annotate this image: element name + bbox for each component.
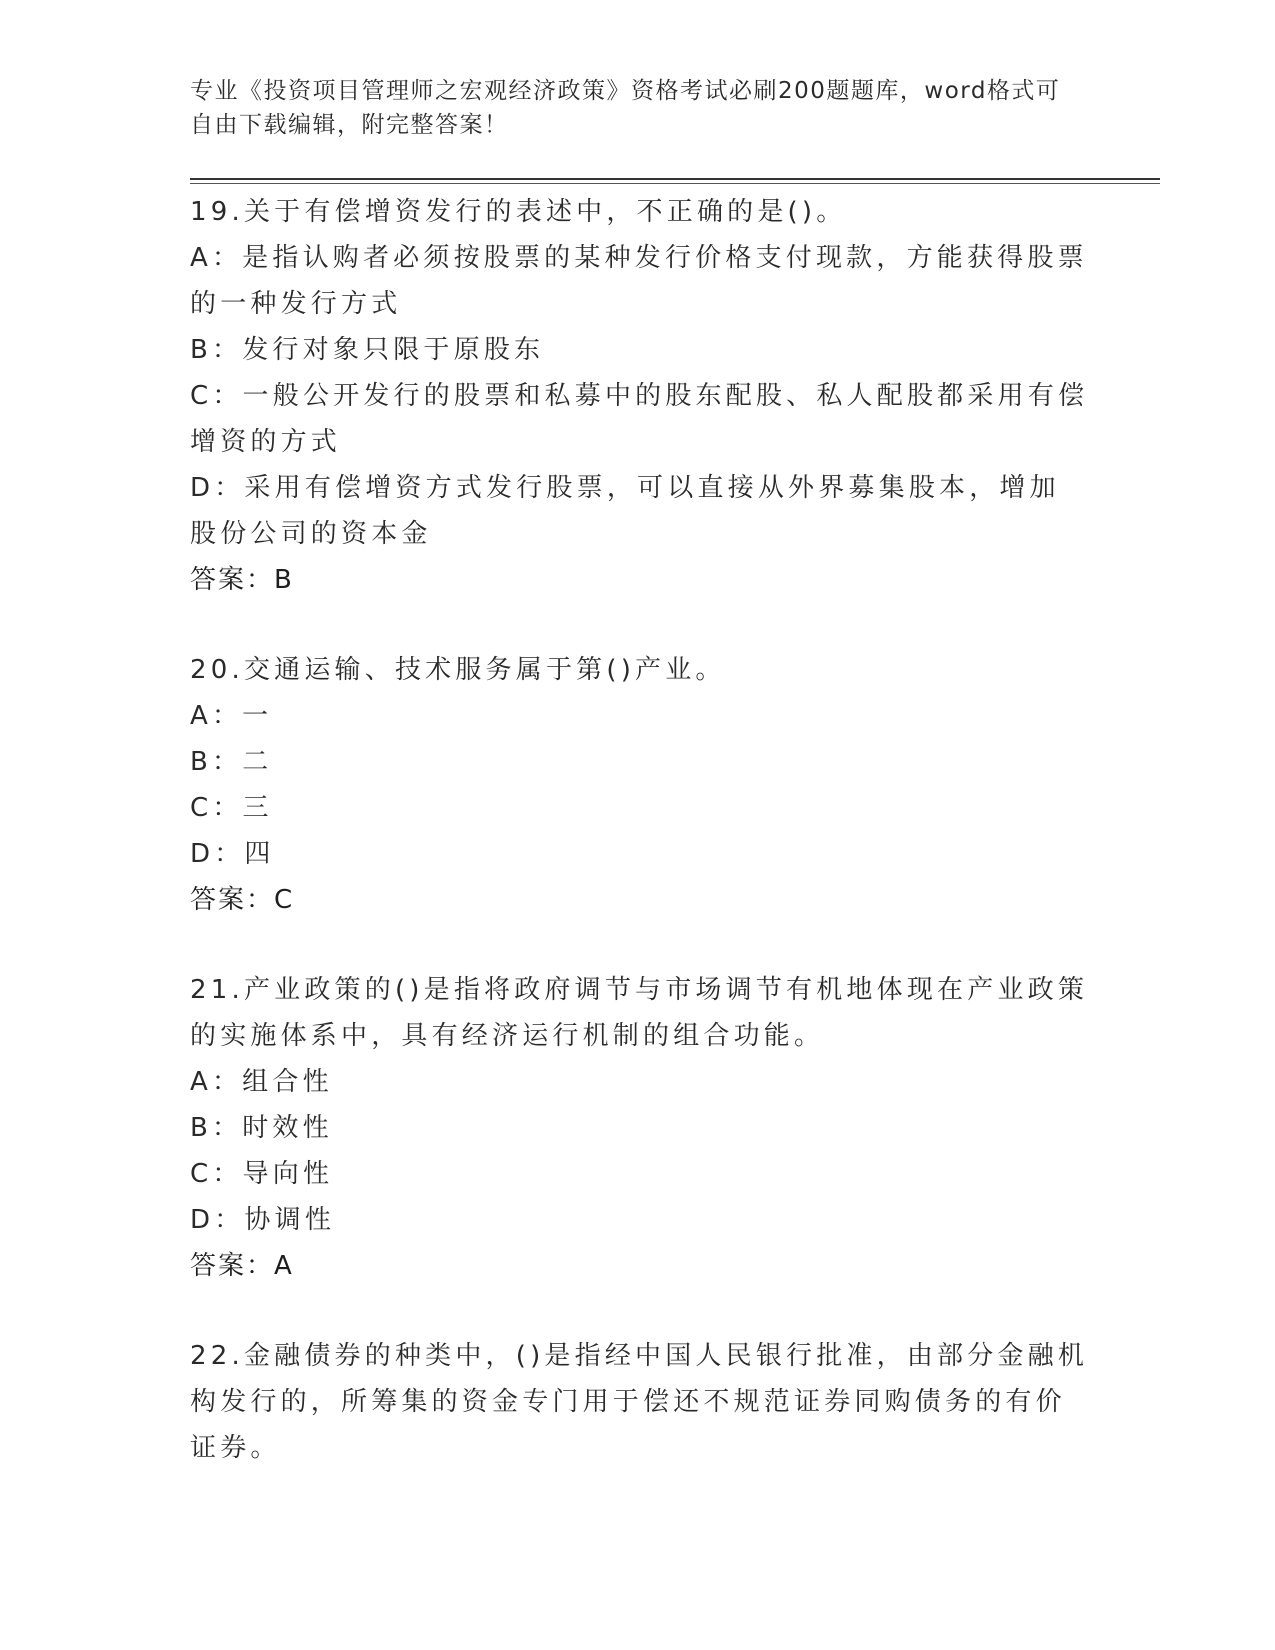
option-b: B：发行对象只限于原股东 bbox=[190, 335, 545, 365]
option-a: A：组合性 bbox=[190, 1067, 333, 1097]
document-page bbox=[190, 0, 1160, 1650]
header-title-line-1: 专业《投资项目管理师之宏观经济政策》资格考试必刷200题题库，word格式可 bbox=[190, 78, 1061, 104]
option-a: A：一 bbox=[190, 701, 273, 731]
question-stem: 21.产业政策的()是指将政府调节与市场调节有机地体现在产业政策的实施体系中，具有经济运行机制的组合功能。 bbox=[190, 975, 1089, 1051]
option-d: D：协调性 bbox=[190, 1205, 336, 1235]
header-divider-thin bbox=[190, 183, 1160, 184]
answer-line: 答案：C bbox=[190, 885, 295, 915]
option-c: C：三 bbox=[190, 793, 273, 823]
question-21 bbox=[190, 967, 1090, 1289]
question-20 bbox=[190, 647, 1090, 923]
option-d: D：四 bbox=[190, 839, 275, 869]
document-header bbox=[190, 74, 1090, 142]
option-c: C：一般公开发行的股票和私募中的股东配股、私人配股都采用有偿增资的方式 bbox=[190, 381, 1089, 457]
question-list bbox=[190, 189, 1090, 1515]
question-stem: 19.关于有偿增资发行的表述中，不正确的是()。 bbox=[190, 197, 847, 227]
question-22 bbox=[190, 1333, 1090, 1471]
header-title-line-2: 自由下载编辑，附完整答案！ bbox=[190, 112, 509, 138]
question-stem: 20.交通运输、技术服务属于第()产业。 bbox=[190, 655, 726, 685]
answer-line: 答案：A bbox=[190, 1251, 294, 1281]
option-a: A：是指认购者必须按股票的某种发行价格支付现款，方能获得股票的一种发行方式 bbox=[190, 243, 1088, 319]
answer-line: 答案：B bbox=[190, 565, 294, 595]
option-c: C：导向性 bbox=[190, 1159, 334, 1189]
question-19 bbox=[190, 189, 1090, 603]
question-stem: 22.金融债券的种类中，()是指经中国人民银行批准，由部分金融机构发行的，所筹集的资金专门用于偿还不规范证券同购债务的有价证券。 bbox=[190, 1341, 1089, 1463]
header-divider-thick bbox=[190, 178, 1160, 180]
option-b: B：二 bbox=[190, 747, 273, 777]
option-b: B：时效性 bbox=[190, 1113, 333, 1143]
option-d: D：采用有偿增资方式发行股票，可以直接从外界募集股本，增加股份公司的资本金 bbox=[190, 473, 1060, 549]
